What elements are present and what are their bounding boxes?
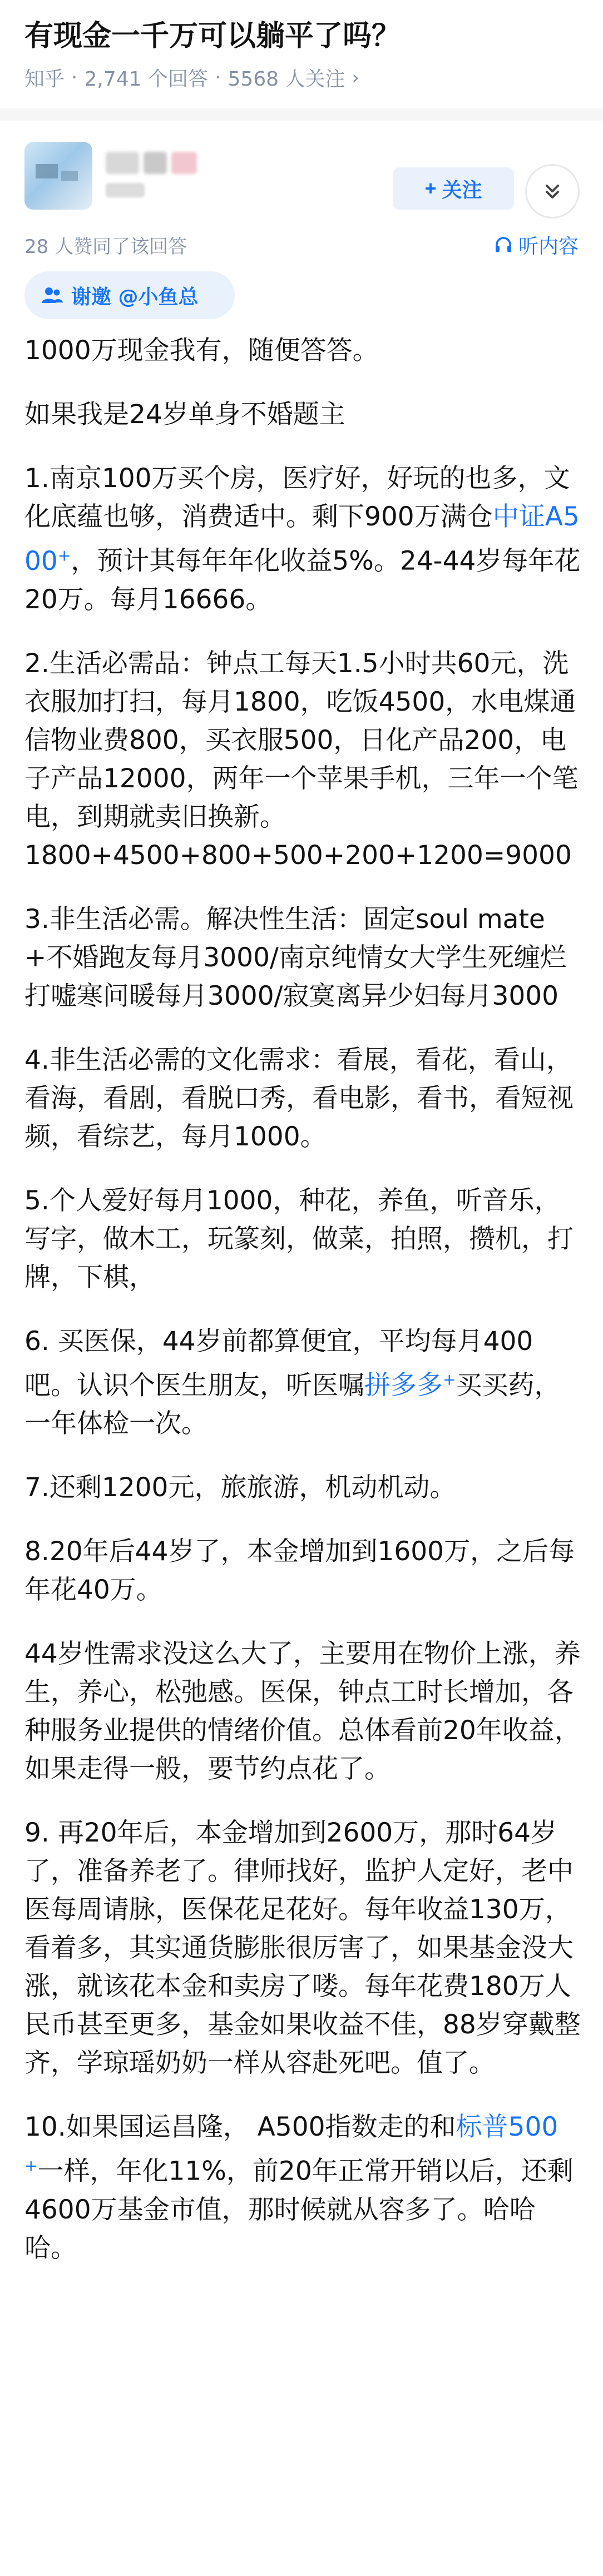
question-header: [0, 0, 603, 92]
agree-count: 28 人赞同了该回答: [24, 235, 187, 258]
follow-button-label: 关注: [442, 178, 482, 201]
paragraph: 9. 再20年后，本金增加到2600万，那时64岁了，准备养老了。律师找好，监护人定好，老中医每周请脉，医保花足花好。每年收益130万，看着多，其实通货膨胀很厉害了，如果基金没大涨，就该花本金和卖房了喽。每年花费180万人民币甚至更多，基金如果收益不佳，88岁穿戴整齐，学琼瑶奶奶一样从容赴死吧。值了。: [24, 1818, 581, 2079]
question-title[interactable]: 有现金一千万可以躺平了吗？: [24, 19, 401, 53]
author-badge: [106, 183, 145, 197]
listen-button[interactable]: [494, 231, 579, 259]
follower-count: 5568 人关注: [228, 68, 345, 91]
link-mark: +: [24, 2156, 38, 2175]
answer-body: [24, 331, 581, 2293]
paragraph: 5.个人爱好每月1000，种花，养鱼，听音乐，写字，做木工，玩篆刻，做菜，拍照，攒机，打牌，下棋，: [24, 1185, 574, 1293]
link-text: 标普500: [456, 2112, 558, 2143]
link-text: 中证A500: [24, 502, 580, 577]
invite-chip[interactable]: [24, 271, 235, 319]
link-mark: +: [443, 1370, 456, 1389]
invite-label: 谢邀 @小鱼总: [71, 285, 199, 309]
paragraph: 4.非生活必需的文化需求：看展，看花，看山，看海，看剧，看脱口秀，看电影，看书，看短视频，看综艺，每月1000。: [24, 1044, 574, 1152]
paragraph: [24, 1322, 581, 1443]
paragraph: 1000万现金我有，随便答答。: [24, 335, 379, 366]
section-divider: [0, 108, 603, 121]
text-span: ，预计其每年年化收益5%。24-44岁每年花20万。每月16666。: [24, 545, 581, 615]
headphones-icon: [494, 235, 513, 254]
follow-button[interactable]: [393, 167, 514, 210]
answer-count[interactable]: 2,741 个回答: [84, 68, 208, 91]
link-text: 拼多多: [364, 1370, 443, 1401]
answer-stats-row: [24, 228, 579, 261]
shop-link-pinduoduo[interactable]: [364, 1370, 456, 1401]
text-span: 2.生活必需品：钟点工每天1.5小时共60元，洗衣服加打扫，每月1800，吃饭4500，水电煤通信物业费800，买衣服500，日化产品200，电子产品12000，两年一个苹果手机，三年一个笔电，到期就卖旧换新。: [24, 648, 579, 832]
paragraph: 7.还剩1200元，旅旅游，机动机动。: [24, 1472, 456, 1503]
site-name: 知乎: [24, 68, 65, 91]
text-span: 一样，年化11%，前20年正常开销以后，还剩4600万基金市值，那时候就从容多了。哈哈哈。: [24, 2156, 574, 2264]
plus-icon: +: [424, 177, 437, 200]
paragraph: 8.20年后44岁了，本金增加到1600万，之后每年花40万。: [24, 1536, 575, 1606]
text-span: 10.如果国运昌隆， A500指数走的和: [24, 2112, 456, 2143]
paragraph: [24, 2108, 581, 2267]
users-icon: [41, 286, 63, 305]
text-span: 买买药，一年体检一次。: [24, 1370, 561, 1440]
question-meta: [24, 63, 579, 92]
text-span: 6. 买医保，44岁前都算便宜，平均每月400吧。认识个医生朋友，听医嘱: [24, 1326, 533, 1401]
chevron-right-icon[interactable]: ›: [352, 66, 360, 89]
meta-separator: ·: [71, 66, 78, 89]
expand-button[interactable]: [525, 164, 580, 219]
author-card: [0, 121, 603, 237]
avatar[interactable]: [24, 142, 92, 210]
link-mark: +: [57, 546, 71, 564]
paragraph: 3.非生活必需。解决性生活：固定soul mate+不婚跑友每月3000/南京纯情女大学生死缠烂打嘘寒问暖每月3000/寂寞离异少妇每月3000: [24, 904, 566, 1011]
listen-label: 听内容: [518, 235, 579, 258]
author-name[interactable]: [106, 152, 197, 174]
double-chevron-down-icon: [541, 180, 564, 202]
paragraph: 如果我是24岁单身不婚题主: [24, 399, 345, 430]
text-span: 1800+4500+800+500+200+1200=9000: [24, 840, 572, 871]
paragraph: [24, 459, 581, 619]
paragraph: [24, 644, 581, 875]
meta-separator: ·: [214, 66, 221, 89]
paragraph: 44岁性需求没这么大了，主要用在物价上涨，养生，养心，松弛感。医保，钟点工时长增加，各种服务业提供的情绪价值。总体看前20年收益，如果走得一般，要节约点花了。: [24, 1639, 581, 1785]
text-span: 1.南京100万买个房，医疗好，好玩的也多，文化底蕴也够，消费适中。剩下900万满仓: [24, 463, 570, 532]
